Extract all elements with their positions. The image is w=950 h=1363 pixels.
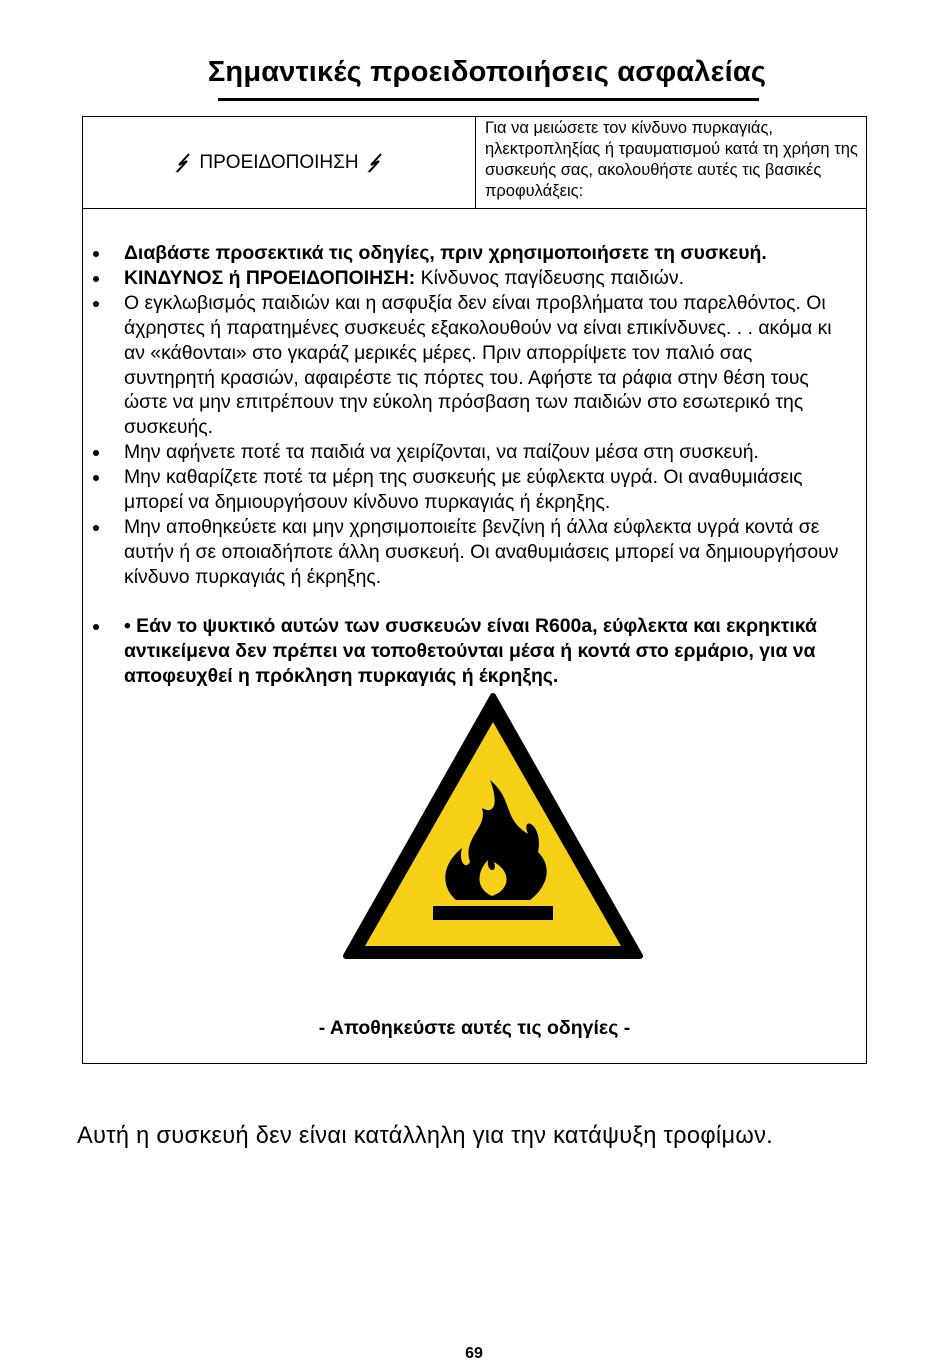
list-item	[83, 241, 866, 266]
warning-header-label-cell	[83, 117, 476, 208]
item-bold-text: ΚΙΝΔΥΝΟΣ ή ΠΡΟΕΙΔΟΠΟΙΗΣΗ:	[124, 266, 416, 289]
item-text: Ο εγκλωβισμός παιδιών και η ασφυξία δεν είναι προβλήματα του παρελθόντος. Οι άχρηστες ή παρατημένες συσκευές εξακολουθούν να είναι επικίνδυνες. . . ακόμα κι αν «κάθονται» στο γκαράζ μερικές μέρες. Πριν απορρίψετε τον παλιό σας συντηρητή κρασιών, αφαιρέστε τις πόρτες του. Αφήστε τα ράφια στην θέση τους ώστε να μην επιτρέπουν την εύκολη πρόσβαση των παιδιών στο εσωτερικό της συσκευής.	[124, 291, 832, 439]
item-bold-text: Διαβάστε προσεκτικά τις οδηγίες, πριν χρησιμοποιήσετε τη συσκευή.	[124, 242, 767, 264]
item-text: Μην αποθηκεύετε και μην χρησιμοποιείτε βενζίνη ή άλλα εύφλεκτα υγρά κοντά σε αυτήν ή σε οποιαδήποτε άλλη συσκευή. Οι αναθυμιάσεις μπορεί να δημιουργήσουν κίνδυνο πυρκαγιάς ή έκρηξης.	[124, 515, 839, 588]
flammable-warning-icon	[342, 692, 644, 962]
item-text: Μην καθαρίζετε ποτέ τα μέρη της συσκευής με εύφλεκτα υγρά. Οι αναθυμιάσεις μπορεί να δημιουργήσουν κίνδυνο πυρκαγιάς ή έκρηξης.	[124, 466, 803, 514]
warning-header-row	[83, 117, 866, 209]
warning-header-label: ΠΡΟΕΙΔΟΠΟΙΗΣΗ	[199, 151, 359, 173]
lightning-bolt-icon	[365, 152, 385, 174]
list-item	[83, 465, 866, 515]
list-item	[83, 291, 866, 440]
item-text: Μην αφήνετε ποτέ τα παιδιά να χειρίζονται, να παίζουν μέσα στη συσκευή.	[124, 441, 759, 464]
warning-box	[82, 116, 867, 1064]
lightning-bolt-icon	[173, 152, 193, 174]
list-item	[83, 515, 866, 590]
title-underline	[218, 98, 759, 101]
save-instructions: - Αποθηκεύστε αυτές τις οδηγίες -	[318, 1017, 631, 1039]
bottom-note: Αυτή η συσκευή δεν είναι κατάλληλη για την κατάψυξη τροφίμων.	[77, 1123, 774, 1149]
page-number: 69	[465, 1345, 483, 1362]
warning-intro-text: Για να μειώσετε τον κίνδυνο πυρκαγιάς, ηλεκτροπληξίας ή τραυματισμού κατά τη χρήση της συσκευής σας, ακολουθήστε αυτές τις βασικές προφυλάξεις:	[485, 119, 858, 200]
item-text: Κίνδυνος παγίδευσης παιδιών.	[420, 266, 684, 289]
list-item	[83, 266, 866, 291]
list-item	[83, 440, 866, 465]
item-bold-text: • Εάν το ψυκτικό αυτών των συσκευών είναι R600a, εύφλεκτα και εκρηκτικά αντικείμενα δεν πρέπει να τοποθετούνται μέσα ή κοντά στο ερμάριο, για να αποφευχθεί η πρόκληση πυρκαγιάς ή έκρηξης.	[124, 614, 817, 687]
list-item	[83, 614, 866, 689]
page-title: Σημαντικές προειδοποιήσεις ασφαλείας	[207, 56, 767, 88]
precautions-list	[83, 241, 866, 688]
